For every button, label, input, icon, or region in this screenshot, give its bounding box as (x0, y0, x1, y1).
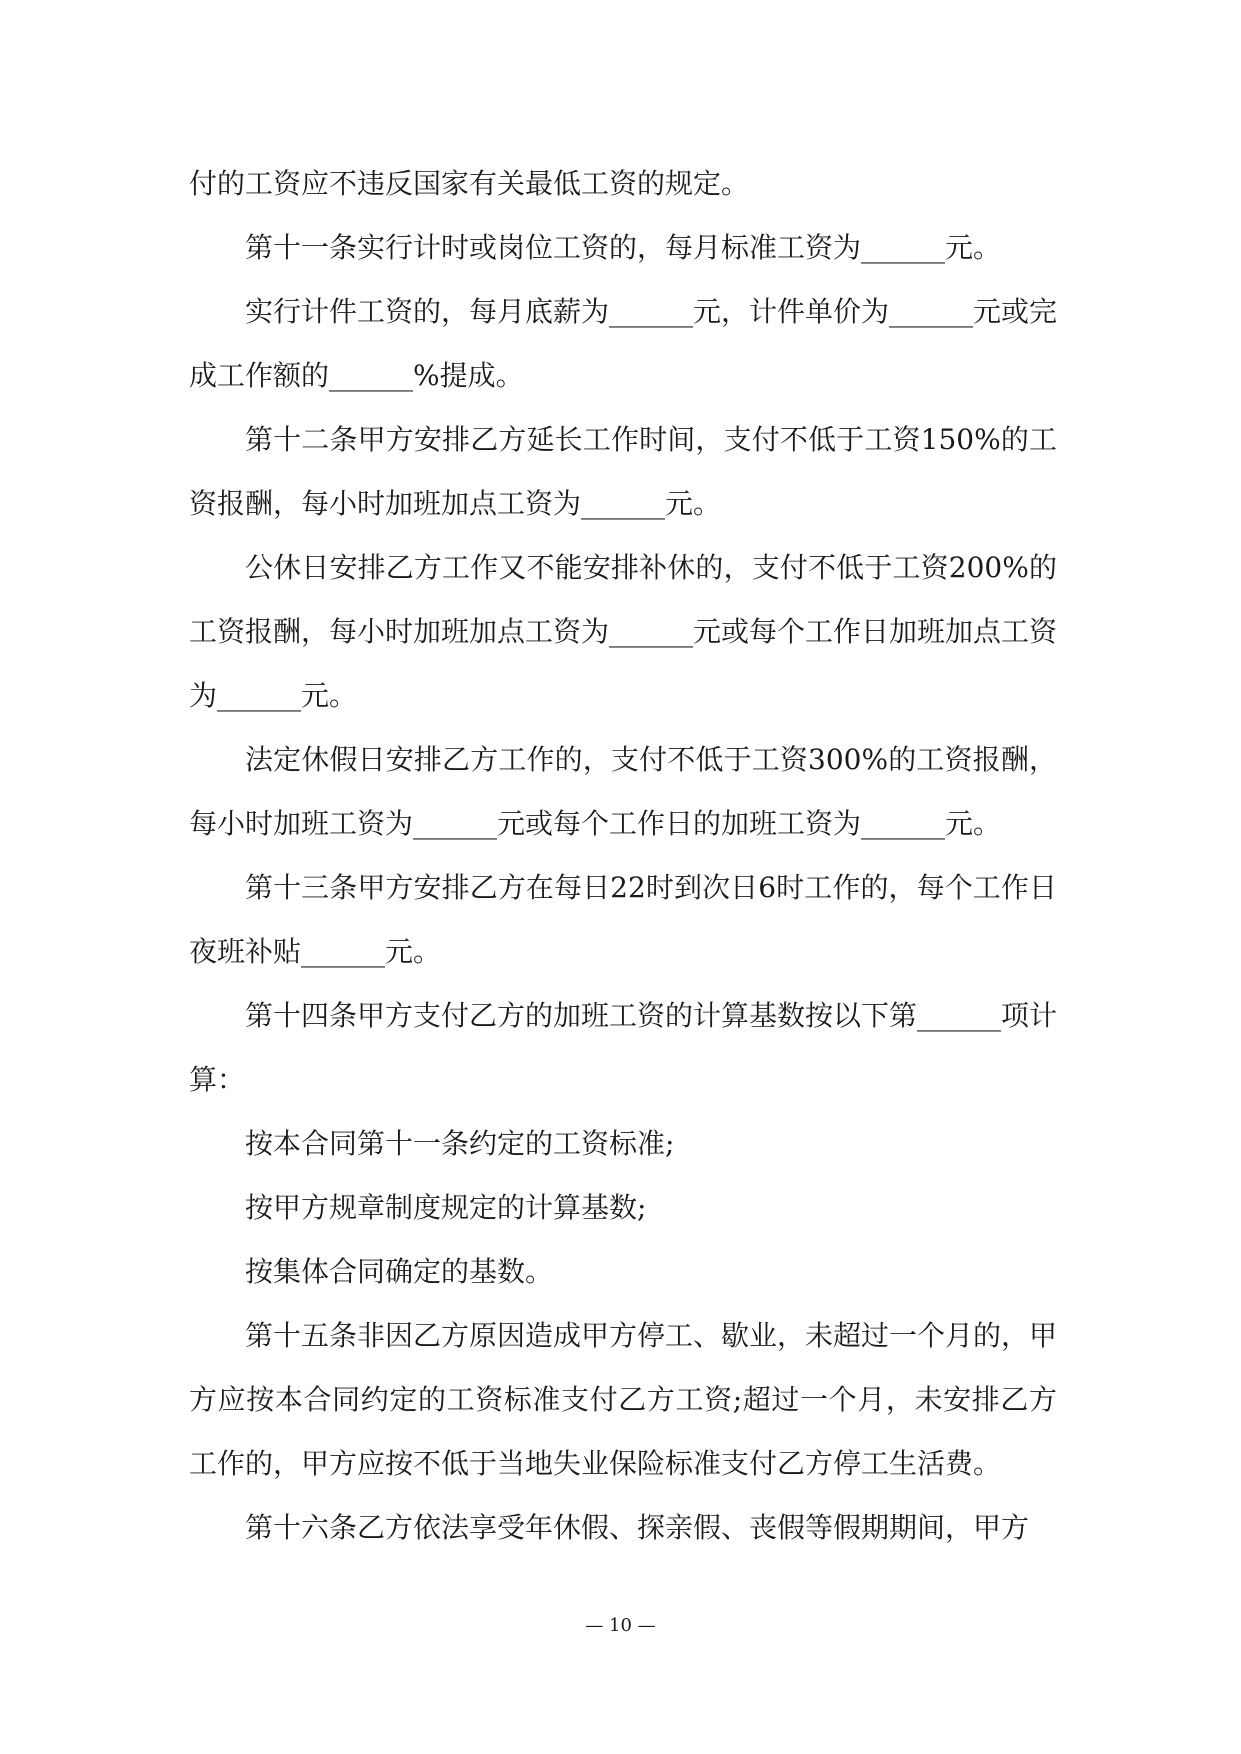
document-body (189, 152, 1057, 1560)
paragraph-1: 付的工资应不违反国家有关最低工资的规定。 (189, 167, 750, 200)
page-number: — 10 — (585, 1615, 656, 1636)
paragraph-12: 第十五条非因乙方原因造成甲方停工、歇业，未超过一个月的，甲方应按本合同约定的工资标准支付乙方工资;超过一个月，未安排乙方工作的，甲方应按不低于当地失业保险标准支付乙方停工生活费。 (189, 1319, 1058, 1480)
paragraph-5: 公休日安排乙方工作又不能安排补休的，支付不低于工资200%的工资报酬，每小时加班加点工资为______元或每个工作日加班加点工资为______元。 (189, 551, 1058, 712)
paragraph-7: 第十三条甲方安排乙方在每日22时到次日6时工作的，每个工作日夜班补贴______元。 (189, 871, 1057, 968)
paragraph-4: 第十二条甲方安排乙方延长工作时间，支付不低于工资150%的工资报酬，每小时加班加点工资为______元。 (189, 423, 1057, 520)
paragraph-10: 按甲方规章制度规定的计算基数; (245, 1191, 647, 1224)
paragraph-9: 按本合同第十一条约定的工资标准; (245, 1127, 675, 1160)
paragraph-3: 实行计件工资的，每月底薪为______元，计件单价为______元或完成工作额的______%提成。 (189, 295, 1058, 392)
paragraph-13: 第十六条乙方依法享受年休假、探亲假、丧假等假期期间，甲方 (245, 1511, 1030, 1544)
paragraph-6: 法定休假日安排乙方工作的，支付不低于工资300%的工资报酬，每小时加班工资为______元或每个工作日的加班工资为______元。 (189, 743, 1057, 840)
paragraph-2: 第十一条实行计时或岗位工资的，每月标准工资为______元。 (245, 231, 1002, 264)
paragraph-8: 第十四条甲方支付乙方的加班工资的计算基数按以下第______项计算： (189, 999, 1058, 1096)
paragraph-11: 按集体合同确定的基数。 (245, 1255, 554, 1288)
